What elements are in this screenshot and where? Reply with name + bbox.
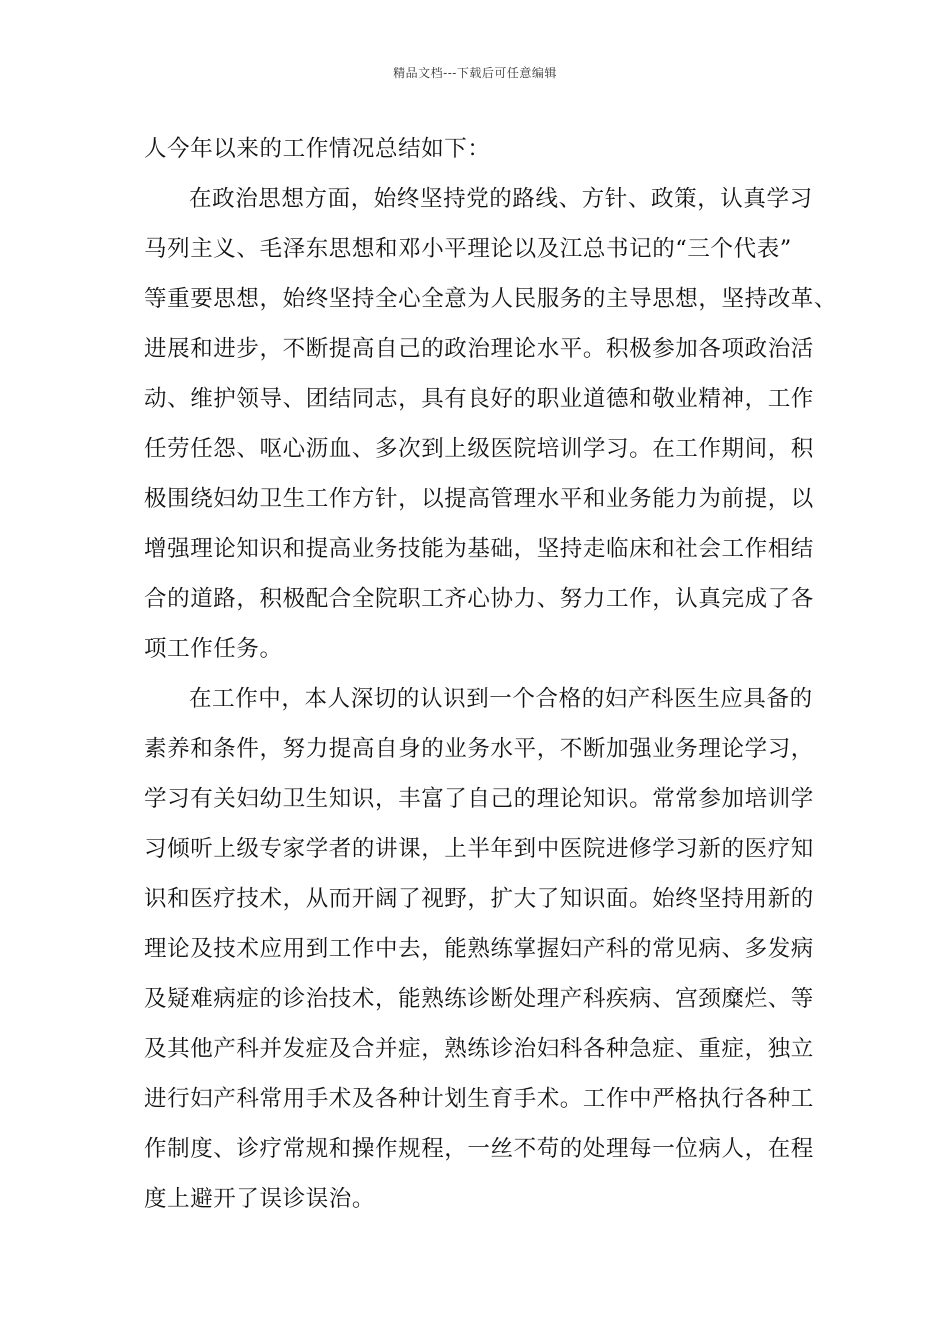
text-line: 在工作中，本人深切的认识到一个合格的妇产科医生应具备的 bbox=[189, 686, 813, 712]
text-line: 进展和进步，不断提高自己的政治理论水平。积极参加各项政治活 bbox=[144, 336, 814, 362]
text-line: 任劳任怨、呕心沥血、多次到上级医院培训学习。在工作期间，积 bbox=[144, 436, 814, 462]
text-line: 度上避开了误诊误治。 bbox=[144, 1186, 376, 1212]
text-line: 马列主义、毛泽东思想和邓小平理论以及江总书记的“三个代表” bbox=[144, 236, 792, 262]
text-line: 进行妇产科常用手术及各种计划生育手术。工作中严格执行各种工 bbox=[144, 1086, 814, 1112]
text-line: 理论及技术应用到工作中去，能熟练掌握妇产科的常见病、多发病 bbox=[144, 936, 814, 962]
text-line: 等重要思想，始终坚持全心全意为人民服务的主导思想，坚持改革、 bbox=[144, 286, 838, 312]
text-line: 人今年以来的工作情况总结如下： bbox=[144, 136, 491, 162]
text-line: 及其他产科并发症及合并症，熟练诊治妇科各种急症、重症，独立 bbox=[144, 1036, 814, 1062]
text-line: 极围绕妇幼卫生工作方针，以提高管理水平和业务能力为前提，以 bbox=[144, 486, 814, 512]
text-line: 动、维护领导、团结同志，具有良好的职业道德和敬业精神，工作 bbox=[144, 386, 814, 412]
text-line: 学习有关妇幼卫生知识，丰富了自己的理论知识。常常参加培训学 bbox=[144, 786, 814, 812]
text-line: 作制度、诊疗常规和操作规程，一丝不苟的处理每一位病人，在程 bbox=[144, 1136, 814, 1162]
page-header: 精品文档---下载后可任意编辑 bbox=[393, 66, 557, 80]
text-line: 合的道路，积极配合全院职工齐心协力、努力工作，认真完成了各 bbox=[144, 586, 814, 612]
text-line: 识和医疗技术，从而开阔了视野，扩大了知识面。始终坚持用新的 bbox=[144, 886, 814, 912]
text-line: 在政治思想方面，始终坚持党的路线、方针、政策，认真学习 bbox=[189, 186, 813, 212]
text-line: 增强理论知识和提高业务技能为基础，坚持走临床和社会工作相结 bbox=[144, 536, 814, 562]
text-line: 素养和条件，努力提高自身的业务水平，不断加强业务理论学习， bbox=[144, 736, 814, 762]
text-line: 及疑难病症的诊治技术，能熟练诊断处理产科疾病、宫颈糜烂、等 bbox=[144, 986, 814, 1012]
text-line: 习倾听上级专家学者的讲课，上半年到中医院进修学习新的医疗知 bbox=[144, 836, 814, 862]
text-line: 项工作任务。 bbox=[144, 636, 283, 662]
